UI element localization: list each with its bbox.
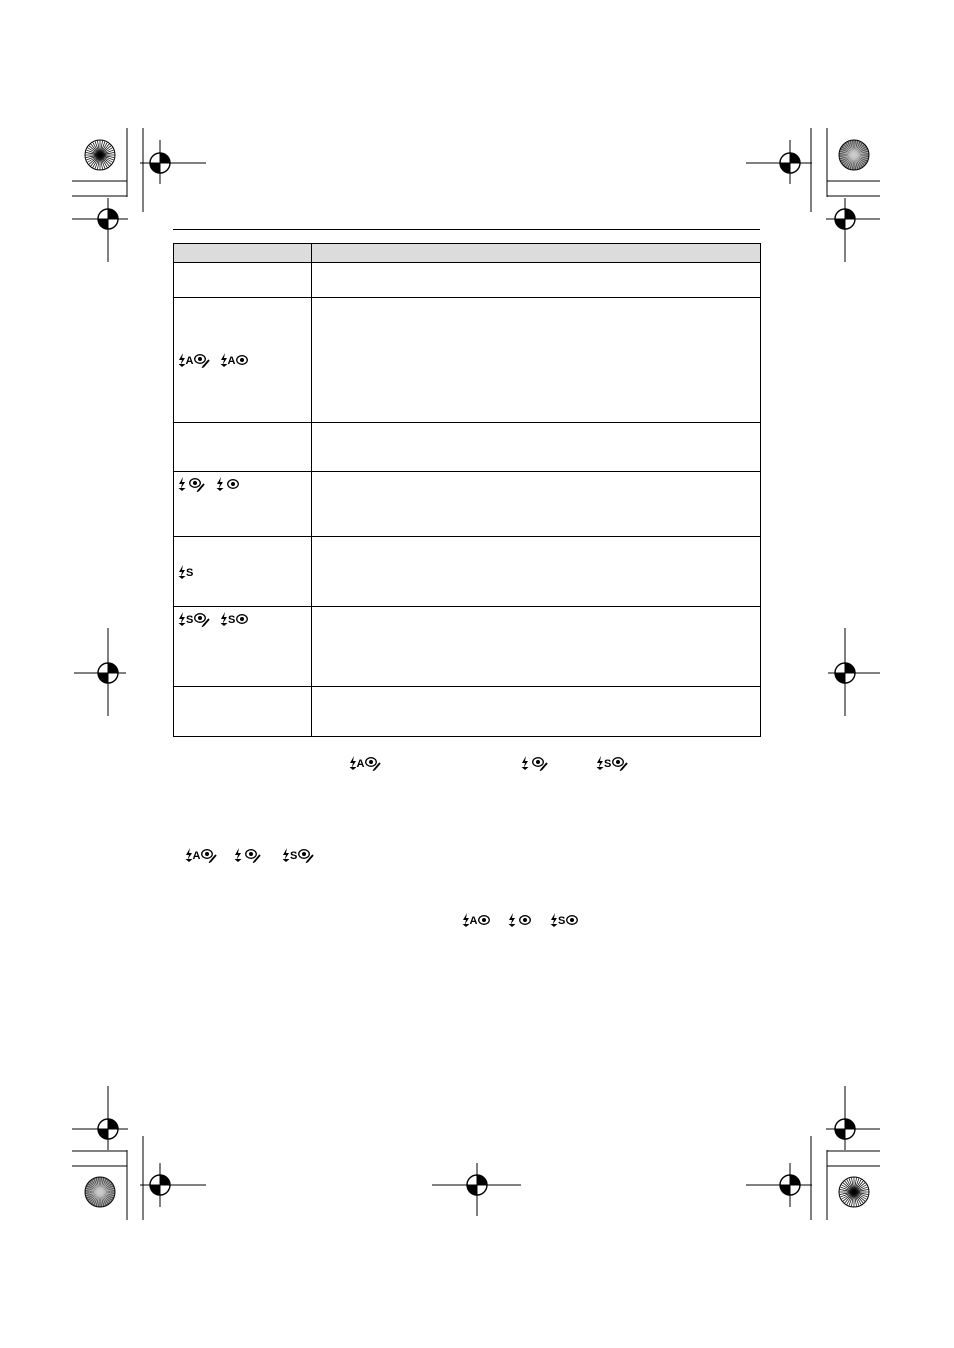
forced-flash-red-eye-reduction-correction-icon: [178, 476, 206, 492]
svg-text:A: A: [227, 355, 236, 367]
svg-text:A: A: [192, 850, 201, 862]
forced-flash-red-eye-reduction-correction-icon: [521, 755, 549, 771]
flash-mode-table: [173, 243, 761, 737]
table-row: [174, 537, 761, 607]
registration-mark: [831, 659, 859, 687]
description-cell: [312, 298, 761, 423]
registration-mark: [94, 205, 122, 233]
flash-auto-red-eye-reduction-correction-icon: [185, 847, 217, 863]
registration-mark: [94, 1115, 122, 1143]
flash-auto-red-eye-reduction-icon: [462, 912, 490, 928]
svg-text:A: A: [185, 355, 194, 367]
registration-mark: [146, 149, 174, 177]
svg-text:S: S: [604, 758, 612, 770]
mode-cell: [174, 607, 312, 687]
description-cell: [312, 687, 761, 737]
svg-text:A: A: [356, 758, 365, 770]
description-cell: [312, 607, 761, 687]
svg-text:S: S: [186, 614, 194, 626]
svg-text:S: S: [186, 566, 194, 579]
registration-mark: [776, 149, 804, 177]
registration-mark: [831, 205, 859, 233]
description-cell: [312, 537, 761, 607]
registration-mark: [463, 1171, 491, 1199]
mode-cell: [174, 472, 312, 537]
table-row: [174, 687, 761, 737]
table-row: [174, 298, 761, 423]
table-header-row: [174, 244, 761, 263]
forced-flash-red-eye-reduction-icon: [216, 476, 240, 492]
description-cell: [312, 263, 761, 298]
table-row: [174, 607, 761, 687]
forced-flash-red-eye-reduction-correction-icon: [234, 847, 262, 863]
table-row: [174, 263, 761, 298]
mode-cell: [174, 423, 312, 472]
slow-sync-red-eye-reduction-correction-icon: [596, 755, 628, 771]
mode-cell: [174, 537, 312, 607]
header-rule: [173, 229, 760, 230]
flash-auto-red-eye-reduction-correction-icon: [178, 352, 210, 368]
table-row: [174, 423, 761, 472]
forced-flash-red-eye-reduction-icon: [508, 912, 532, 928]
flash-auto-red-eye-reduction-correction-icon: [349, 755, 381, 771]
table-header-cell: [312, 244, 761, 263]
mode-cell: [174, 687, 312, 737]
svg-text:A: A: [469, 915, 478, 927]
mode-cell: [174, 298, 312, 423]
registration-mark: [94, 659, 122, 687]
slow-sync-red-eye-reduction-icon: [220, 611, 248, 627]
svg-text:S: S: [290, 850, 298, 862]
slow-sync-red-eye-reduction-correction-icon: [178, 611, 210, 627]
slow-sync-red-eye-reduction-correction-icon: [282, 847, 314, 863]
svg-text:S: S: [228, 614, 236, 626]
slow-sync-red-eye-reduction-icon: [550, 912, 578, 928]
mode-cell: [174, 263, 312, 298]
description-cell: [312, 472, 761, 537]
table-header-cell: [174, 244, 312, 263]
registration-mark: [146, 1171, 174, 1199]
svg-text:S: S: [558, 915, 566, 927]
registration-mark: [831, 1115, 859, 1143]
slow-sync-flash-icon: [178, 564, 196, 580]
registration-mark: [776, 1171, 804, 1199]
table-row: [174, 472, 761, 537]
description-cell: [312, 423, 761, 472]
flash-auto-red-eye-reduction-icon: [220, 352, 248, 368]
